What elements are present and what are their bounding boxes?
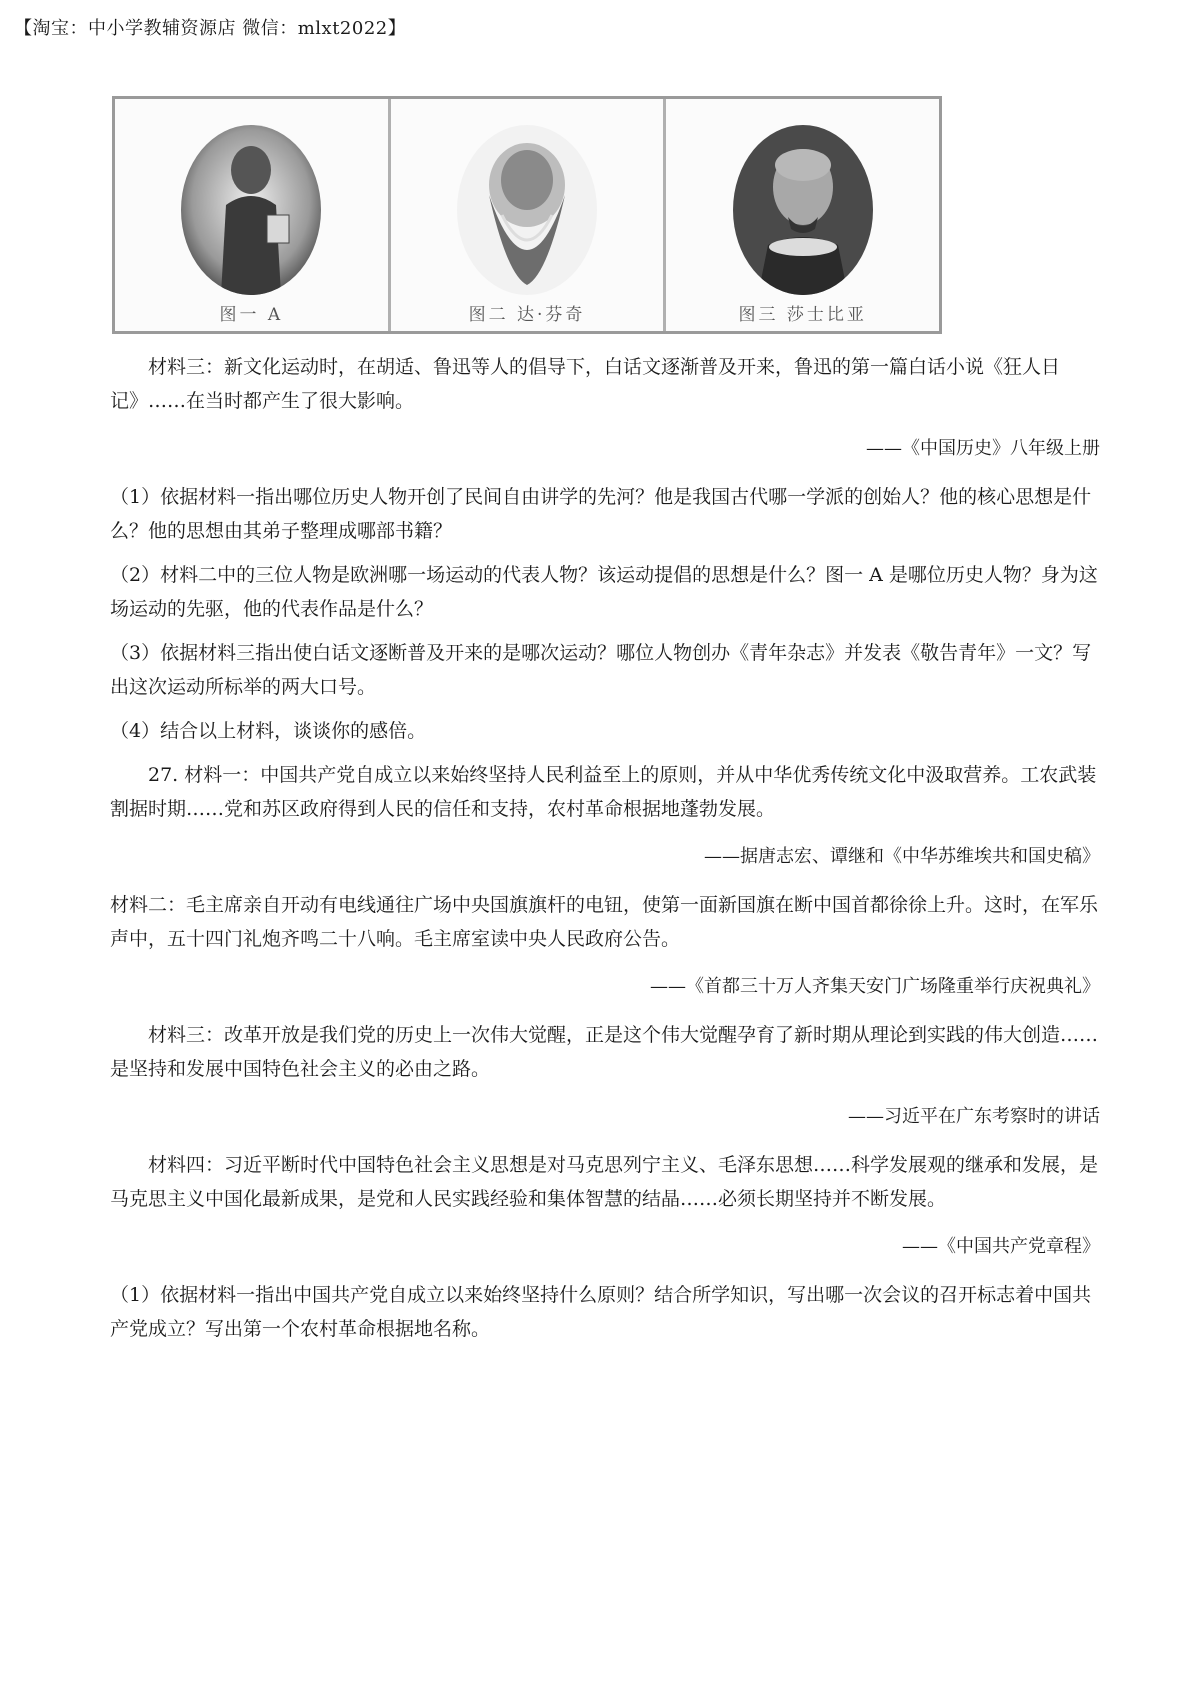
portrait-image-shakespeare: [733, 125, 873, 295]
portrait-image-da-vinci: [457, 125, 597, 295]
portrait-image-a: [181, 125, 321, 295]
document-body: [110, 350, 1100, 1356]
question-1: （1）依据材料一指出哪位历史人物开创了民间自由讲学的先河？他是我国古代哪一学派的创始人？他的核心思想是什么？他的思想由其弟子整理成哪部书籍？: [110, 486, 1092, 542]
source-citation: ——《中国共产党章程》: [902, 1236, 1100, 1257]
q27-material-4-paragraph: 材料四：习近平断时代中国特色社会主义思想是对马克思列宁主义、毛泽东思想……科学发展观的继承和发展，是马克思主义中国化最新成果，是党和人民实践经验和集体智慧的结晶……必须长期坚持并不断发展。: [110, 1154, 1099, 1210]
question-2: （2）材料二中的三位人物是欧洲哪一场运动的代表人物？该运动提倡的思想是什么？图一 A 是哪位历史人物？身为这场运动的先驱，他的代表作品是什么？: [110, 564, 1098, 620]
figure-caption-1: 图一 A: [219, 305, 284, 325]
question-4: （4）结合以上材料，谈谈你的感倍。: [110, 720, 427, 742]
source-citation: ——据唐志宏、谭继和《中华苏维埃共和国史稿》: [704, 846, 1100, 867]
figure-panel-1: [115, 99, 391, 331]
figure-panel-2: [391, 99, 667, 331]
figure-caption-2: 图二 达·芬奇: [468, 305, 586, 325]
source-citation: ——《首都三十万人齐集天安门广场隆重举行庆祝典礼》: [650, 976, 1100, 997]
figure-caption-3: 图三 莎士比亚: [738, 305, 867, 325]
question-3: （3）依据材料三指出使白话文逐断普及开来的是哪次运动？哪位人物创办《青年杂志》并发表《敬告青年》一文？写出这次运动所标举的两大口号。: [110, 642, 1092, 698]
page-header: 【淘宝：中小学教辅资源店 微信：mlxt2022】: [14, 18, 407, 39]
source-citation: ——习近平在广东考察时的讲话: [848, 1106, 1100, 1127]
portrait-figure-strip: [112, 96, 942, 334]
q27-material-1-paragraph: 27. 材料一：中国共产党自成立以来始终坚持人民利益至上的原则，并从中华优秀传统文化中汲取营养。工农武装割据时期……党和苏区政府得到人民的信任和支持，农村革命根据地蓬勃发展。: [110, 764, 1097, 820]
q27-question-1: （1）依据材料一指出中国共产党自成立以来始终坚持什么原则？结合所学知识，写出哪一次会议的召开标志着中国共产党成立？写出第一个农村革命根据地名称。: [110, 1284, 1092, 1340]
figure-panel-3: [666, 99, 939, 331]
q27-material-2-paragraph: 材料二：毛主席亲自开动有电线通往广场中央国旗旗杆的电钮，使第一面新国旗在断中国首都徐徐上升。这时，在军乐声中，五十四门礼炮齐鸣二十八响。毛主席室读中央人民政府公告。: [110, 894, 1099, 950]
material-3-paragraph: 材料三：新文化运动时，在胡适、鲁迅等人的倡导下，白话文逐渐普及开来，鲁迅的第一篇白话小说《狂人日记》……在当时都产生了很大影响。: [110, 356, 1061, 412]
source-citation: ——《中国历史》八年级上册: [866, 438, 1100, 459]
q27-material-3-paragraph: 材料三：改革开放是我们党的历史上一次伟大觉醒，正是这个伟大觉醒孕育了新时期从理论到实践的伟大创造……是坚持和发展中国特色社会主义的必由之路。: [110, 1024, 1099, 1080]
